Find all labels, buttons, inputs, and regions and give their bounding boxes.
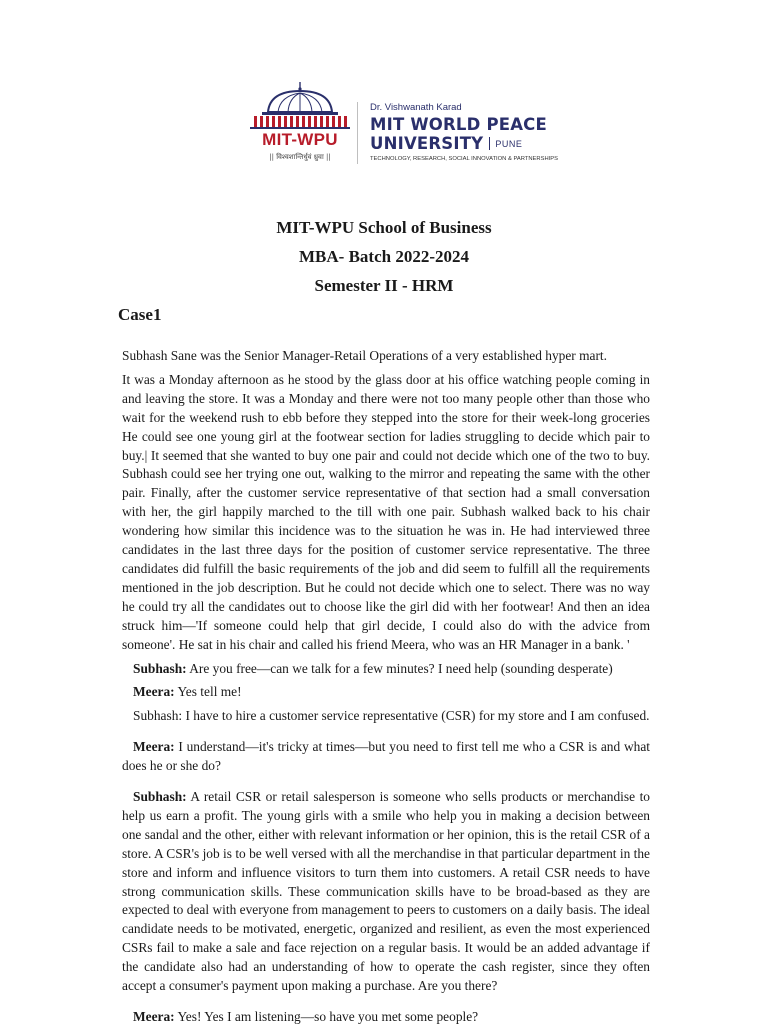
speaker-meera: Meera: [133,739,175,755]
paragraph-story: It was a Monday afternoon as he stood by the glass door at his office watching people coming in and leaving the store. It was a Monday and there were not too many people other than those who wait for the weekend rush to ebb before they stepped into the store for their week-long groceries He could see one young girl at the footwear section for ladies struggling to decide which pair to buy.| It seemed that she wanted to buy one pair and could not decide which one of the two to buy. Subhash could see her trying one out, walking to the mirror and repeating the same with the other pair. Finally, after the customer service representative of that section had a small conversation with her, the girl happily marched to the till with one pair. Subhash walked back to his chair wondering how similar this incidence was to the situation he was in. He had interviewed three candidates in the last three days for the position of customer service representative. The three candidates did fulfill the basic requirements of the job and did seem to fulfill all the requirements mentioned in the job description. But he could not decide which one to select. There was no way he could try all the candidates out to choose like the girl did with her footwear! And then an idea struck him—'If someone could help that girl decide, I could also do with the advice from someone'. He sat in his chair and called his friend Meera, who was an HR Manager in a bank. ' [122,371,650,652]
mitwpu-wordmark: MIT-WPU [262,130,338,149]
logo-divider [357,102,358,164]
dome-icon [248,82,352,130]
university-name-block [370,102,584,163]
case-body [122,347,650,1027]
dialogue-line [122,683,650,702]
case-heading: Case1 [118,305,162,324]
university-name-line1: MIT WORLD PEACE [370,115,547,134]
speaker-subhash: Subhash: [133,660,187,676]
university-name-line2 [370,134,584,154]
speaker-meera: Meera: [133,1009,175,1024]
dialogue-text: Yes tell me! [174,684,242,700]
university-logo [244,80,584,172]
founder-name: Dr. Vishwanath Karad [370,102,462,113]
mitwpu-emblem [244,80,356,172]
dialogue-line: Subhash: I have to hire a customer service representative (CSR) for my store and I am confused. [133,708,650,724]
dialogue-text: I understand—it's tricky at times—but you need to first tell me who a CSR is and what does he or she do? [122,739,650,774]
university-motto: TECHNOLOGY, RESEARCH, SOCIAL INNOVATION & PARTNERSHIPS [370,156,559,162]
university-city: PUNE [495,139,523,149]
batch-title: MBA- Batch 2022-2024 [299,247,469,266]
logo-tagline: || विश्वशान्तिर्धुवं ध्रुवा || [269,153,331,161]
dialogue-line [122,788,650,996]
city-separator [489,137,490,150]
dialogue-line [122,660,650,679]
semester-title: Semester II - HRM [314,276,454,295]
dialogue-text: Are you free—can we talk for a few minutes? I need help (sounding desperate) [186,660,613,676]
dialogue-text: A retail CSR or retail salesperson is someone who sells products or merchandise to help us earn a profit. The young girls with a smile who help you in making a decision between one sandal and the other, either with relevant information or her opinion, this is the retail CSR of a store. A CSR's job is to be well versed with all the merchandise in that particular department in the store and inform and influence visitors to turn them into customers. A retail CSR needs to have strong communication skills. These communication skills have to be broad-based as they are expected to deal with everyone from management to peers to customers on a daily basis. The ideal candidate needs to be motivated, energetic, organized and resilient, as even the most experienced CSRs fail to make a sale and face rejection on a regular basis. It would be an added advantage if the candidate also had an understanding of how to operate the cash register, since they often accept a consumer's payment upon making a purchase. Are you there? [122,789,650,994]
dialogue-line [122,738,650,776]
speaker-subhash: Subhash: [133,789,187,805]
dialogue-text: Yes! Yes I am listening—so have you met some people? [174,1009,479,1024]
university-word: UNIVERSITY [370,134,484,153]
school-title: MIT-WPU School of Business [276,218,492,237]
speaker-meera: Meera: [133,684,175,700]
dialogue-line [122,1008,650,1027]
paragraph-intro: Subhash Sane was the Senior Manager-Retail Operations of a very established hyper mart. [122,348,608,363]
